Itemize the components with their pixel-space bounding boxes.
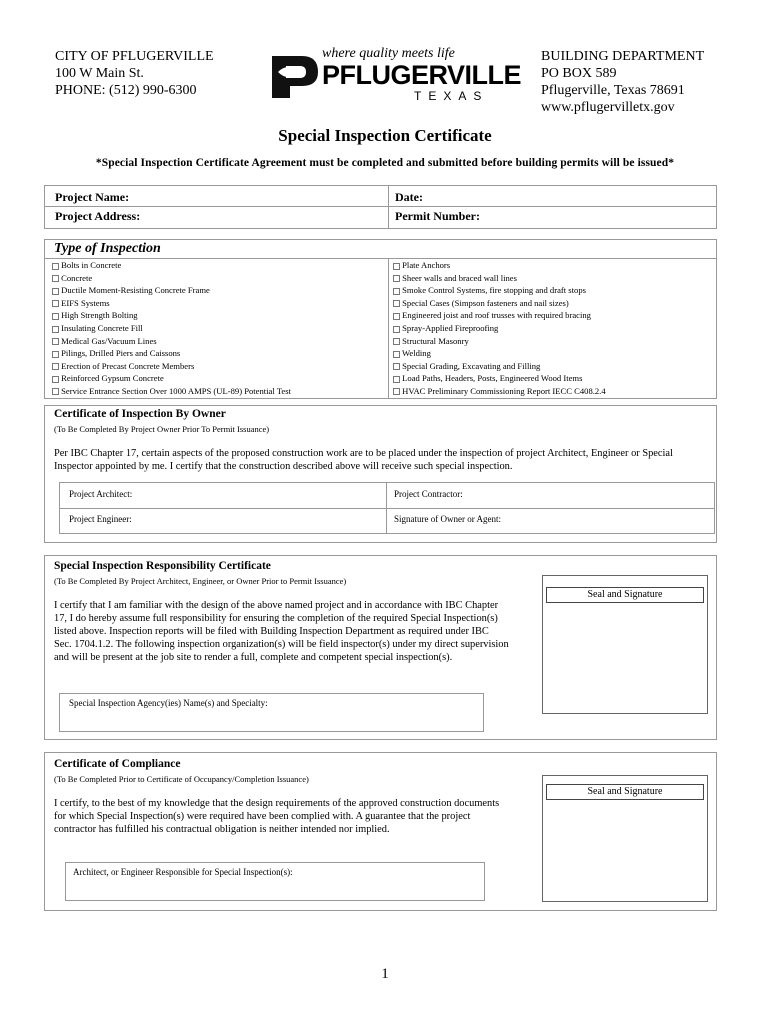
city-street: 100 W Main St. bbox=[55, 66, 144, 81]
responsibility-body: I certify that I am familiar with the design of the above named project and in accordance with IBC Chapter 17, I do hereby assume full responsibility for ensuring the completion of the required Special Inspection(s) listed above. Inspection reports will be filed with Building Inspection Department as required under IBC Sec. 1704.1.2. The following inspection organization(s) will be field inspector(s) under my direct supervision and will be present at the job site to render a full, complete and competent special inspection(s). bbox=[54, 600, 509, 663]
list-item[interactable]: Bolts in Concrete bbox=[52, 259, 291, 272]
list-item[interactable]: Pilings, Drilled Piers and Caissons bbox=[52, 347, 291, 360]
checkbox[interactable] bbox=[52, 288, 59, 295]
divider bbox=[388, 186, 389, 228]
checkbox[interactable] bbox=[52, 313, 59, 320]
compliance-certificate-box bbox=[44, 752, 717, 911]
divider bbox=[60, 508, 714, 509]
checkbox[interactable] bbox=[52, 363, 59, 370]
page-number: 1 bbox=[381, 966, 389, 982]
responsible-field-label: Architect, or Engineer Responsible for Special Inspection(s): bbox=[73, 867, 293, 877]
checkbox[interactable] bbox=[52, 275, 59, 282]
page-subtitle: *Special Inspection Certificate Agreement must be completed and submitted before building permits will be issued* bbox=[95, 157, 675, 169]
responsible-field-box[interactable] bbox=[65, 862, 485, 901]
checkbox[interactable] bbox=[393, 263, 400, 270]
logo-state: TEXAS bbox=[414, 89, 489, 103]
checkbox[interactable] bbox=[52, 263, 59, 270]
compliance-body: I certify, to the best of my knowledge that the design requirements of the approved construction documents for which Special Inspection(s) were required have been complied with. A guarantee that the project contractor has fulfilled his contractual obligation is neither intended nor implied. bbox=[54, 798, 500, 835]
inspection-right-list bbox=[393, 259, 606, 398]
checkbox[interactable] bbox=[393, 338, 400, 345]
city-phone: PHONE: (512) 990-6300 bbox=[55, 83, 197, 98]
owner-certificate-body: Per IBC Chapter 17, certain aspects of the proposed construction work are to be placed under the inspection of project Architect, Engineer or Special Inspector appointed by me. I certify that the construction described above will receive such special inspection. bbox=[54, 448, 673, 472]
city-name: CITY OF PFLUGERVILLE bbox=[55, 49, 214, 64]
divider bbox=[388, 258, 389, 398]
owner-certificate-note: (To Be Completed By Project Owner Prior To Permit Issuance) bbox=[54, 424, 270, 434]
list-item[interactable]: EIFS Systems bbox=[52, 297, 291, 310]
logo-name: PFLUGERVILLE bbox=[322, 60, 522, 90]
list-item[interactable]: Concrete bbox=[52, 272, 291, 285]
project-architect-field[interactable]: Project Architect: bbox=[69, 489, 133, 499]
checkbox[interactable] bbox=[52, 338, 59, 345]
owner-signature-field[interactable]: Signature of Owner or Agent: bbox=[394, 514, 501, 524]
list-item[interactable]: Welding bbox=[393, 347, 606, 360]
list-item[interactable]: Structural Masonry bbox=[393, 335, 606, 348]
checkbox[interactable] bbox=[393, 288, 400, 295]
project-engineer-field[interactable]: Project Engineer: bbox=[69, 514, 132, 524]
checkbox[interactable] bbox=[393, 313, 400, 320]
checkbox[interactable] bbox=[393, 300, 400, 307]
list-item[interactable]: Special Cases (Simpson fasteners and nail sizes) bbox=[393, 297, 606, 310]
owner-certificate-box bbox=[44, 405, 717, 543]
list-item[interactable]: Medical Gas/Vacuum Lines bbox=[52, 335, 291, 348]
checkbox[interactable] bbox=[52, 388, 59, 395]
list-item[interactable]: Service Entrance Section Over 1000 AMPS (UL-89) Potential Test bbox=[52, 385, 291, 398]
list-item[interactable]: HVAC Preliminary Commissioning Report IECC C408.2.4 bbox=[393, 385, 606, 398]
checkbox[interactable] bbox=[393, 326, 400, 333]
seal-signature-box[interactable] bbox=[542, 575, 708, 714]
seal-signature-label: Seal and Signature bbox=[546, 587, 704, 603]
list-item[interactable]: Sheer walls and braced wall lines bbox=[393, 272, 606, 285]
inspection-type-box bbox=[44, 239, 717, 399]
city-address-block bbox=[55, 48, 214, 99]
owner-fields-table bbox=[59, 482, 715, 534]
project-address-label: Project Address: bbox=[55, 209, 141, 223]
page-title: Special Inspection Certificate bbox=[278, 126, 492, 145]
checkbox[interactable] bbox=[393, 388, 400, 395]
checkbox[interactable] bbox=[393, 351, 400, 358]
permit-number-label: Permit Number: bbox=[395, 209, 480, 223]
agency-field-label: Special Inspection Agency(ies) Name(s) and Specialty: bbox=[69, 698, 268, 708]
responsibility-note: (To Be Completed By Project Architect, Engineer, or Owner Prior to Permit Issuance) bbox=[54, 576, 347, 586]
agency-field-box[interactable] bbox=[59, 693, 484, 732]
city-logo bbox=[268, 44, 522, 106]
list-item[interactable]: Erection of Precast Concrete Members bbox=[52, 360, 291, 373]
responsibility-certificate-box bbox=[44, 555, 717, 740]
seal-signature-label: Seal and Signature bbox=[546, 784, 704, 800]
list-item[interactable]: High Strength Bolting bbox=[52, 309, 291, 322]
department-pobox: PO BOX 589 bbox=[541, 66, 617, 81]
responsibility-title: Special Inspection Responsibility Certificate bbox=[54, 560, 271, 572]
logo-tagline: where quality meets life bbox=[322, 46, 455, 61]
compliance-note: (To Be Completed Prior to Certificate of Occupancy/Completion Issuance) bbox=[54, 774, 309, 784]
checkbox[interactable] bbox=[393, 376, 400, 383]
list-item[interactable]: Load Paths, Headers, Posts, Engineered Wood Items bbox=[393, 372, 606, 385]
checkbox[interactable] bbox=[52, 300, 59, 307]
owner-certificate-title: Certificate of Inspection By Owner bbox=[54, 408, 226, 420]
department-website: www.pflugervilletx.gov bbox=[541, 100, 675, 115]
checkbox[interactable] bbox=[52, 351, 59, 358]
project-info-box bbox=[44, 185, 717, 229]
logo-mark-icon bbox=[268, 52, 322, 102]
list-item[interactable]: Smoke Control Systems, fire stopping and draft stops bbox=[393, 284, 606, 297]
inspection-left-list bbox=[52, 259, 291, 398]
checkbox[interactable] bbox=[393, 275, 400, 282]
list-item[interactable]: Special Grading, Excavating and Filling bbox=[393, 360, 606, 373]
list-item[interactable]: Plate Anchors bbox=[393, 259, 606, 272]
date-label: Date: bbox=[395, 190, 423, 204]
checkbox[interactable] bbox=[52, 376, 59, 383]
compliance-title: Certificate of Compliance bbox=[54, 758, 181, 770]
department-city: Pflugerville, Texas 78691 bbox=[541, 83, 685, 98]
department-address-block bbox=[541, 48, 704, 116]
checkbox[interactable] bbox=[52, 326, 59, 333]
divider bbox=[45, 206, 716, 207]
project-name-label: Project Name: bbox=[55, 190, 130, 204]
seal-signature-box[interactable] bbox=[542, 775, 708, 902]
list-item[interactable]: Reinforced Gypsum Concrete bbox=[52, 372, 291, 385]
list-item[interactable]: Insulating Concrete Fill bbox=[52, 322, 291, 335]
department-name: BUILDING DEPARTMENT bbox=[541, 49, 705, 64]
list-item[interactable]: Spray-Applied Fireproofing bbox=[393, 322, 606, 335]
list-item[interactable]: Ductile Moment-Resisting Concrete Frame bbox=[52, 284, 291, 297]
project-contractor-field[interactable]: Project Contractor: bbox=[394, 489, 463, 499]
checkbox[interactable] bbox=[393, 363, 400, 370]
list-item[interactable]: Engineered joist and roof trusses with required bracing bbox=[393, 309, 606, 322]
inspection-type-heading: Type of Inspection bbox=[54, 241, 161, 256]
